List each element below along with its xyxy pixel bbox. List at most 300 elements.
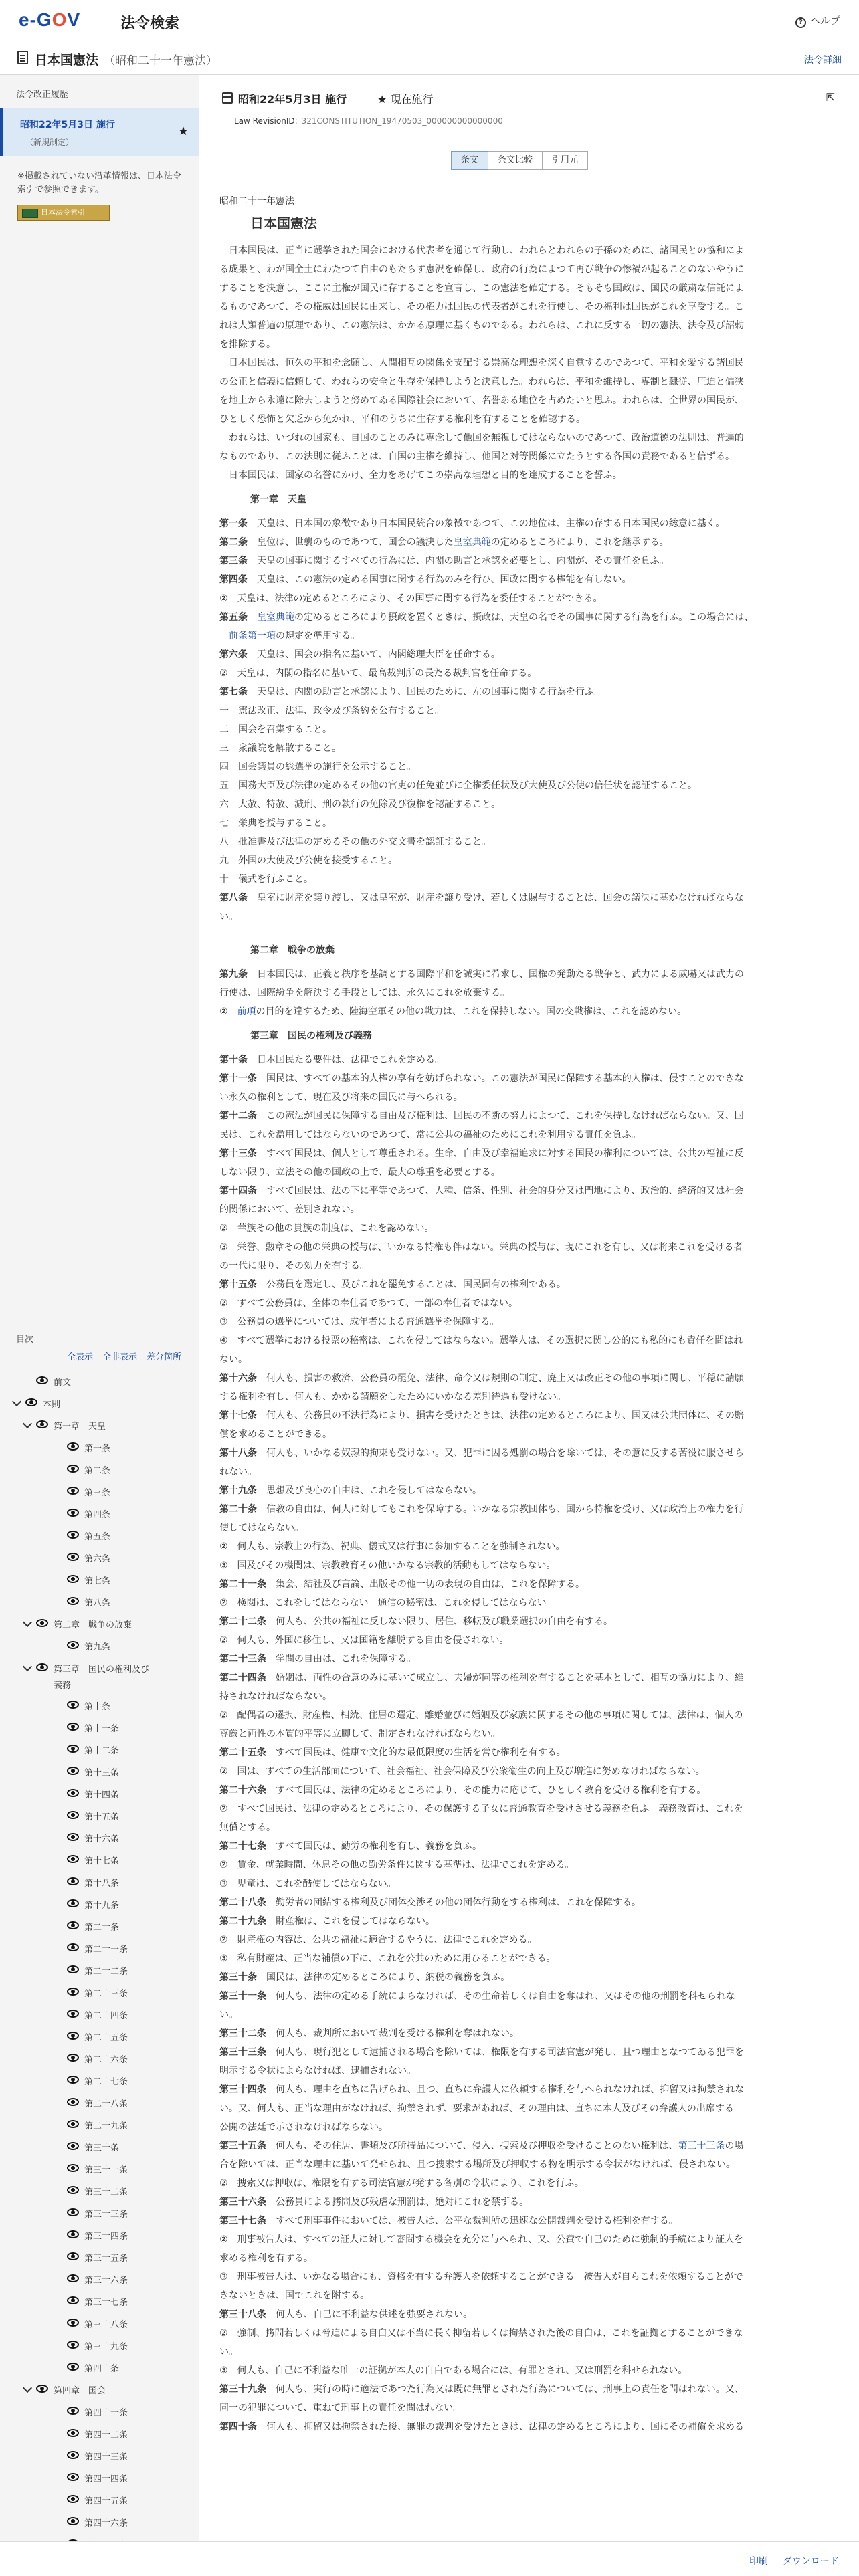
article-line [219,967,744,986]
text-line [219,2363,687,2382]
law-number: 昭和二十一年憲法 [219,196,294,207]
help-link[interactable] [795,13,840,28]
toc-diff[interactable]: 差分箇所 [147,1352,182,1362]
line-text: われらは、いづれの国家も、自国のことのみに専念して他国を無視してはならないのであつて、政治道徳の法則は、普遍的 [219,433,744,443]
toc-item-label: 第一章 天皇 [54,1422,106,1432]
law-index-button[interactable]: 日本法令索引 [17,205,110,221]
article-number[interactable]: 第一条 [219,518,248,529]
toc-item[interactable] [0,1634,199,1656]
toc-item[interactable] [0,2025,199,2047]
eye-icon[interactable] [67,2407,79,2415]
text-line [219,816,332,835]
tab-compare[interactable]: 条文比較 [488,151,543,170]
toc-item-label: 本則 [43,1400,61,1410]
toc-item[interactable] [0,2202,199,2224]
toc-show-all[interactable]: 全表示 [67,1352,94,1362]
line-text-tail: の場 [725,2141,744,2151]
revision-id [234,116,503,126]
eye-icon[interactable] [36,2385,48,2393]
article-number[interactable]: 第三十七条 [219,2216,266,2226]
eye-icon[interactable] [67,2098,79,2106]
toc-item[interactable] [0,1716,199,1738]
eye-icon[interactable] [67,2186,79,2194]
paragraph-number: ② [219,2234,228,2245]
toc-item-label: 前文 [54,1378,72,1388]
eye-icon[interactable] [67,2230,79,2238]
text-line [219,1090,463,1109]
article-number[interactable]: 第三十八条 [219,2309,266,2320]
line-text: 償を求めることができる。 [219,1429,332,1440]
toc-item[interactable] [0,1546,199,1568]
article-number[interactable]: 第四十条 [219,2422,257,2432]
article-number[interactable]: 第二十一条 [219,1579,266,1590]
tab-articles[interactable]: 条文 [451,151,488,170]
line-text: 天皇は、国会の指名に基いて、内閣総理大臣を任命する。 [248,649,500,660]
site-title: 法令検索 [120,15,180,32]
revision-id-label: Law RevisionID: [234,116,298,126]
eye-icon[interactable] [67,1921,79,1929]
eye-icon[interactable] [67,1701,79,1709]
toc-item[interactable] [0,1937,199,1959]
toc-item[interactable] [0,1760,199,1782]
eye-icon[interactable] [67,2473,79,2481]
revision-item[interactable] [0,108,199,156]
article-number[interactable]: 第三十四条 [219,2084,266,2095]
line-text: 皇室に財産を譲り渡し、又は皇室が、財産を譲り受け、若しくは賜与することは、国会の議決に基かなければならな [248,893,744,903]
toc-item-label: 第九条 [84,1642,111,1652]
article-number[interactable]: 第二十七条 [219,1841,266,1852]
eye-icon[interactable] [67,1988,79,1996]
article-number[interactable]: 第二十八条 [219,1897,266,1908]
toc-item[interactable] [0,1612,199,1634]
eye-icon[interactable] [67,2296,79,2304]
eye-icon[interactable] [67,2363,79,2371]
article-number[interactable]: 第三十九条 [219,2384,266,2395]
toc-item[interactable] [0,1524,199,1546]
eye-icon[interactable] [67,2076,79,2084]
article-number[interactable]: 第二十三条 [219,1654,266,1665]
law-text-title: 日本国憲法 [250,215,317,231]
toc-item-label: 第三十七条 [84,2298,128,2308]
eye-icon[interactable] [67,1509,79,1517]
article-number[interactable]: 第三十条 [219,1972,257,1983]
toc-item[interactable] [0,1392,199,1414]
line-text: 思想及び良心の自由は、これを侵してはならない。 [257,1485,482,1496]
toc-item[interactable] [0,1590,199,1612]
law-detail-link[interactable]: 法令詳細 [804,55,842,66]
toc-item[interactable] [0,2179,199,2202]
line-text: 捜索又は押収は、権限を有する司法官憲が発する各別の令状により、これを行ふ。 [227,2178,584,2189]
eye-icon[interactable] [67,1789,79,1797]
toc-item[interactable] [0,1959,199,1981]
article-line [219,1408,744,1427]
article-number[interactable]: 第二十六条 [219,1785,266,1796]
toc-item[interactable] [0,2069,199,2091]
text-line [219,1933,537,1951]
toc-item[interactable] [0,2312,199,2334]
chevron-down-icon[interactable] [23,1419,32,1428]
eye-icon[interactable] [67,1465,79,1473]
calendar-icon [222,92,233,104]
toc-item-label: 第十七条 [84,1856,120,1866]
line-text: する権利を有し、何人も、かかる請願をしたためにいかなる差別待遇も受けない。 [219,1392,566,1402]
line-text: なものであり、この法則に従ふことは、自国の主権を維持し、他国と対等関係に立たうとする各国の責務であると信ずる。 [219,451,735,462]
line-text: 行使は、国際紛争を解決する手段としては、永久にこれを放棄する。 [219,988,510,998]
eye-icon[interactable] [67,1899,79,1907]
article-number[interactable]: 第十二条 [219,1111,257,1121]
eye-icon[interactable] [67,1723,79,1731]
article-number[interactable]: 第十六条 [219,1373,257,1384]
toc-item[interactable] [0,2290,199,2312]
toc-item[interactable] [0,1694,199,1716]
line-text: 的関係において、差別されない。 [219,1204,360,1215]
article-line [219,2214,678,2232]
line-text: 華族その他の貴族の制度は、これを認めない。 [227,1223,434,1234]
article-line [219,535,669,554]
article-line [219,1371,744,1390]
toc-item[interactable] [0,1915,199,1937]
line-text: 何人も、自己に不利益な唯一の証拠が本人の自白である場合には、有罪とされ、又は刑罰を科せられない。 [227,2365,688,2376]
toc-item[interactable] [0,1870,199,1893]
line-text: 日本国民たる要件は、法律でこれを定める。 [248,1055,444,1065]
toc-item[interactable] [0,2400,199,2422]
article-number[interactable]: 第十七条 [219,1410,257,1421]
toc-item[interactable] [0,1370,199,1392]
article-number[interactable]: 第二条 [219,537,248,548]
eye-icon[interactable] [67,2208,79,2216]
article-number[interactable]: 第三条 [219,556,248,566]
article-number[interactable]: 第三十五条 [219,2141,266,2151]
text-line [219,1259,369,1277]
article-line [219,685,603,704]
article-number[interactable]: 第九条 [219,969,248,980]
line-text: 刑事被告人は、すべての証人に対して審問する機会を充分に与へられ、又、公費で自己のために強制的手続により証人を [227,2234,744,2245]
article-line [219,1745,566,1764]
eye-icon[interactable] [67,2142,79,2150]
line-text: 日本国民は、正義と秩序を基調とする国際平和を誠実に希求し、国権の発動たる戦争と、武力による威嚇又は武力の [248,969,744,980]
article-line [219,1652,416,1671]
egov-logo[interactable] [19,9,80,31]
eye-icon[interactable] [67,1487,79,1495]
chevron-down-icon[interactable] [23,1662,32,1671]
paragraph-number: 九 [219,855,229,866]
toc-item[interactable] [0,1458,199,1480]
sidebar [0,75,199,2576]
line-text: 何人も、公務員の不法行為により、損害を受けたときは、法律の定めるところにより、国又は公共団体に、その賠 [257,1410,744,1421]
line-text: い。 [219,911,238,922]
paragraph-number: 七 [219,818,229,829]
text-line [219,2401,462,2420]
article-number[interactable]: 第十四条 [219,1186,257,1196]
chevron-down-icon[interactable] [12,1397,21,1406]
line-text: 日本国民は、国家の名誉にかけ、全力をあげてこの崇高な理想と目的を達成することを誓ふ。 [219,470,622,481]
toc-item[interactable] [0,1826,199,1848]
article-number[interactable]: 第十三条 [219,1148,257,1159]
eye-icon[interactable] [67,1965,79,1973]
toc-item[interactable] [0,1656,199,1694]
toc-hide-all[interactable]: 全非表示 [102,1352,138,1362]
eye-icon[interactable] [67,1597,79,1605]
article-line [219,1783,706,1802]
toc-item[interactable] [0,2488,199,2510]
line-text: 児童は、これを酷使してはならない。 [227,1879,397,1889]
article-number[interactable]: 第三十三条 [219,2047,266,2058]
article-number[interactable]: 第二十条 [219,1504,257,1515]
eye-icon[interactable] [36,1420,48,1428]
text-line [219,1390,566,1408]
article-line [219,1483,482,1502]
law-title [35,50,217,68]
eye-icon[interactable] [25,1398,37,1406]
eye-icon[interactable] [67,2451,79,2459]
article-number[interactable]: 第七条 [219,687,248,697]
eye-icon[interactable] [67,2120,79,2128]
article-number[interactable]: 第八条 [219,893,248,903]
toc-item[interactable] [0,1981,199,2003]
eye-icon[interactable] [67,1531,79,1539]
line-text: すべて国民は、勤労の権利を有し、義務を負ふ。 [266,1841,482,1852]
text-line [219,2120,388,2139]
eye-icon[interactable] [36,1376,48,1384]
toc-item[interactable] [0,1848,199,1870]
toc-item[interactable] [0,1414,199,1436]
chevron-down-icon[interactable] [23,2383,32,2393]
line-text: 皇位は、世襲のものであつて、国会の議決した [248,537,454,548]
article-line [219,1895,641,1914]
top-header [0,0,859,41]
eye-icon[interactable] [67,1641,79,1649]
line-text: すべて国民は、個人として尊重される。生命、自由及び幸福追求に対する国民の権利については、公共の福祉に反 [257,1148,744,1159]
chevron-down-icon[interactable] [23,1618,32,1627]
history-note: ※掲載されていない沿革情報は、日本法令索引で参照できます。 [17,171,181,195]
eye-icon[interactable] [67,2274,79,2282]
toc-title: 目次 [16,1335,34,1345]
toc-controls [67,1350,191,1362]
paragraph-number: ③ [219,2365,228,2376]
eye-icon[interactable] [67,1877,79,1885]
eye-icon[interactable] [67,1811,79,1819]
text-line [219,2270,743,2288]
eye-icon[interactable] [67,2341,79,2349]
star-icon[interactable]: ★ [177,124,189,138]
article-number[interactable]: 第四条 [219,574,248,585]
paragraph-number: ② [219,1635,228,1646]
text-line [219,1876,397,1895]
toc-item[interactable] [0,2444,199,2466]
paragraph-number: ③ [219,1560,228,1571]
toc-item-label: 第三十六条 [84,2276,128,2286]
toc-item[interactable] [0,1804,199,1826]
toc-item[interactable] [0,1502,199,1524]
line-text: すべて刑事事件においては、被告人は、公平な裁判所の迅速な公開裁判を受ける権利を有する。 [266,2216,678,2226]
article-line [219,1671,744,1689]
eye-icon[interactable] [67,1553,79,1561]
eye-icon[interactable] [67,2010,79,2018]
line-text: 何人も、現行犯として逮捕される場合を除いては、権限を有する司法官憲が発し、且つ理由となつてゐる犯罪を [266,2047,744,2058]
article-line [219,2026,519,2045]
text-line [219,704,444,722]
text-line [219,1240,743,1259]
eye-icon[interactable] [67,1575,79,1583]
toc-item[interactable] [0,2113,199,2135]
article-number[interactable]: 第十一条 [219,1073,257,1084]
line-text-tail: の定めるところにより摂政を置くときは、摂政は、天皇の名でその国事に関する行為を行ふ。この場合には、 [294,612,754,623]
article-number[interactable]: 第十九条 [219,1485,257,1496]
toc-item[interactable] [0,2268,199,2290]
line-text: 公務員の選挙については、成年者による普通選挙を保障する。 [227,1317,500,1327]
article-line [219,1839,482,1858]
line-text: 栄誉、勲章その他の栄典の授与は、いかなる特権も伴はない。栄典の授与は、現にこれを有し、又は将来これを受ける者 [227,1242,743,1253]
eye-icon[interactable] [67,1442,79,1451]
toc-item[interactable] [0,2378,199,2400]
text-line [219,1689,332,1708]
toc-item[interactable] [0,2510,199,2533]
eye-icon[interactable] [67,1833,79,1841]
toc-item[interactable] [0,2047,199,2069]
eye-icon[interactable] [67,2429,79,2437]
article-number[interactable]: 第十五条 [219,1279,257,1290]
line-text: 何人も、宗教上の行為、祝典、儀式又は行事に参加することを強制されない。 [227,1541,565,1552]
text-line [219,356,744,374]
line-text[interactable]: 前条第一項 [219,631,276,641]
line-text: 国会を召集すること。 [229,724,332,735]
article-line [219,1989,735,2008]
paragraph-number: ② [219,1804,228,1814]
toc-item[interactable] [0,1738,199,1760]
toc-item[interactable] [0,1893,199,1915]
eye-icon[interactable] [67,2164,79,2172]
eye-icon[interactable] [36,1619,48,1627]
toc-item[interactable] [0,2157,199,2179]
toc-item[interactable] [0,2356,199,2378]
line-text: 刑事被告人は、いかなる場合にも、資格を有する弁護人を依頼することができる。被告人が自らこれを依頼することがで [227,2272,743,2282]
eye-icon[interactable] [67,1855,79,1863]
tab-citations[interactable]: 引用元 [542,151,588,170]
line-text: の公正と信義に信頼して、われらの安全と生存を保持しようと決意した。われらは、平和を維持し、専制と隷従、圧迫と偏狭 [219,377,744,387]
line-text: することを決意し、ここに主権が国民に存することを宣言し、この憲法を確定する。そもそも国政は、国民の厳粛な信託によ [219,283,744,294]
article-line [219,610,753,629]
toc-item-label: 第四十四条 [84,2474,128,2484]
line-text: 配偶者の選択、財産権、相続、住居の選定、離婚並びに婚姻及び家族に関するその他の事項に関しては、法律は、個人の [227,1710,743,1721]
article-number[interactable]: 第十八条 [219,1448,257,1459]
eye-icon[interactable] [36,1663,48,1671]
toc-item[interactable] [0,2334,199,2356]
toc-item-label: 第十八条 [84,1879,120,1889]
line-text: 何人も、損害の救済、公務員の罷免、法律、命令又は規則の制定、廃止又は改正その他の事項に関し、平穏に請願 [257,1373,744,1384]
print-button[interactable]: 印刷 [749,2556,768,2567]
logo-tail: V [67,9,81,30]
line-text: 天皇は、この憲法の定める国事に関する行為のみを行ひ、国政に関する権能を有しない。 [248,574,632,585]
line-text: すべて選挙における投票の秘密は、これを侵してはならない。選挙人は、その選択に関し公的にも私的にも責任を問はれ [227,1335,743,1346]
eye-icon[interactable] [67,1767,79,1775]
article-number[interactable]: 第二十二条 [219,1616,266,1627]
article-number[interactable]: 第二十四条 [219,1673,266,1683]
article-line [219,554,669,572]
line-text: 外国の大使及び公使を接受すること。 [229,855,397,866]
toc-item[interactable] [0,2246,199,2268]
cross-ref-link[interactable]: 皇室典範 [453,537,491,548]
line-text: 国及びその機関は、宗教教育その他いかなる宗教的活動もしてはならない。 [227,1560,556,1571]
article-number[interactable]: 第二十五条 [219,1747,266,1758]
download-button[interactable]: ダウンロード [783,2556,839,2567]
toc-item[interactable] [0,2003,199,2025]
toc-item-label: 第四十三条 [84,2452,128,2462]
toc-item-label: 第十二条 [84,1746,120,1756]
line-text: 明示する令状によらなければ、逮捕されない。 [219,2066,416,2076]
line-text: 信教の自由は、何人に対してもこれを保障する。いかなる宗教団体も、国から特権を受け、又は政治上の権力を行 [257,1504,744,1515]
eye-icon[interactable] [67,2032,79,2040]
toc-item-label: 第二十九条 [84,2121,128,2131]
eye-icon[interactable] [67,2517,79,2525]
article-line [219,1502,743,1521]
cross-ref-link[interactable]: 皇室典範 [257,612,294,623]
line-text: 強制、拷問若しくは脅迫による自白又は不当に長く抑留若しくは拘禁された後の自白は、これを証拠とすることができな [227,2328,743,2339]
toc-item[interactable] [0,2091,199,2113]
toc-item-label: 第一条 [84,1444,111,1454]
eye-icon[interactable] [67,1745,79,1753]
cross-ref-link[interactable]: 第三十三条 [678,2141,725,2151]
cross-ref-link[interactable]: 前項 [237,1006,256,1017]
line-text: すべて国民は、法律の定めるところにより、その保護する子女に普通教育を受けさせる義務を負ふ。義務教育は、これを [227,1804,743,1814]
line-text: 天皇の国事に関するすべての行為には、内閣の助言と承認を必要とし、内閣が、その責任を負ふ。 [248,556,669,566]
law-subtitle: （昭和二十一年憲法） [104,54,218,68]
help-icon: ? [795,17,806,28]
text-line [219,2326,743,2345]
toc-item[interactable] [0,1782,199,1804]
line-text: 批准書及び法律の定めるその他の外交文書を認証すること。 [229,837,491,847]
line-text: 何人も、法律の定める手続によらなければ、その生命若しくは自由を奪はれ、又はその他の刑罰を科せられな [266,1991,735,2002]
toc-item[interactable] [0,2422,199,2444]
article-number[interactable]: 第五条 [219,612,248,623]
text-line [219,1727,500,1745]
article-number[interactable]: 第六条 [219,649,248,660]
line-text: 国民は、法律の定めるところにより、納税の義務を負ふ。 [257,1972,510,1983]
toc-item-label: 第三十一条 [84,2165,128,2175]
article-number[interactable]: 第十条 [219,1055,248,1065]
toc-item-label: 第十三条 [84,1768,120,1778]
article-number[interactable]: 第三十六条 [219,2197,266,2208]
text-line [219,2345,238,2363]
text-line [219,872,313,891]
toc-item[interactable] [0,1568,199,1590]
star-icon: ★ [377,93,391,106]
toc-item[interactable] [0,2466,199,2488]
line-text-tail: の目的を達するため、陸海空軍その他の戦力は、これを保持しない。国の交戦権は、これを認めない。 [256,1006,686,1017]
eye-icon[interactable] [67,2252,79,2260]
toc-item[interactable] [0,1436,199,1458]
eye-icon[interactable] [67,2319,79,2327]
external-link-icon[interactable]: ⇱ [826,91,835,104]
eye-icon[interactable] [67,1943,79,1951]
footer-bar [0,2541,859,2576]
toc-item[interactable] [0,1480,199,1502]
toc-item[interactable] [0,2224,199,2246]
paragraph-number: ③ [219,1242,228,1253]
eye-icon[interactable] [67,2495,79,2503]
paragraph-number: ② [219,1766,228,1777]
article-number[interactable]: 第二十九条 [219,1916,266,1927]
article-number[interactable]: 第三十一条 [219,1991,266,2002]
line-text: すべて国民は、法の下に平等であつて、人種、信条、性別、社会的身分又は門地により、政治的、経済的又は社会 [257,1186,744,1196]
toc-item-label: 第四十一条 [84,2408,128,2418]
eye-icon[interactable] [67,2054,79,2062]
article-line [219,1446,744,1465]
paragraph-number: ④ [219,1335,228,1346]
text-line [219,337,276,356]
toc-item[interactable] [0,2135,199,2157]
line-text: すべて国民は、健康で文化的な最低限度の生活を営む権利を有する。 [266,1747,566,1758]
article-number[interactable]: 第三十二条 [219,2028,266,2039]
